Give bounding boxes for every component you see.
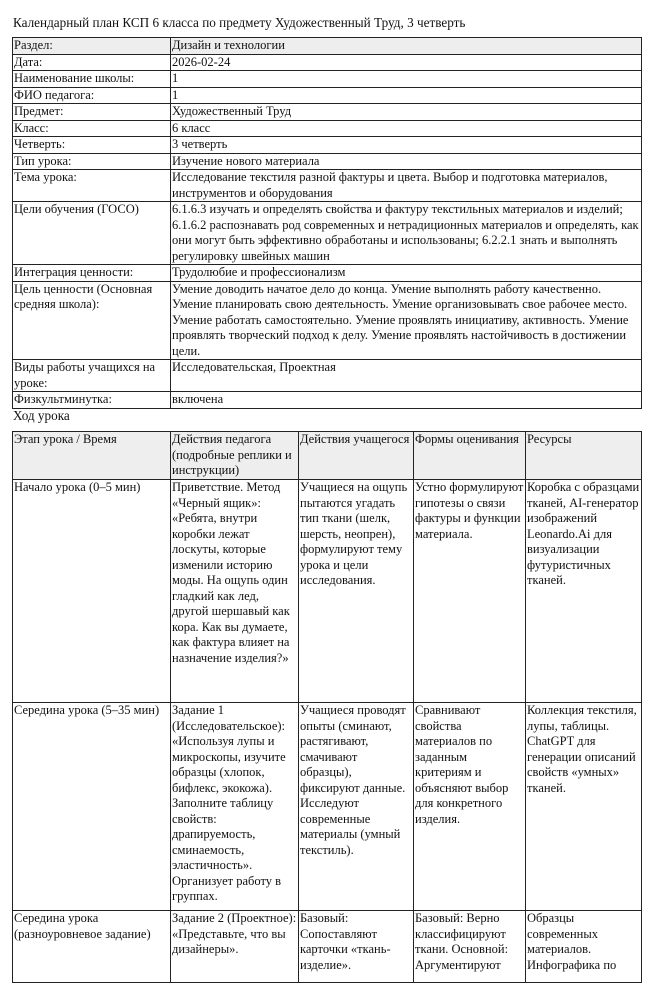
info-value: Трудолюбие и профессионализм xyxy=(171,265,642,282)
lesson-plan-table xyxy=(12,431,642,983)
info-row xyxy=(13,360,642,392)
plan-cell: Образцы современных материалов. Инфографика по xyxy=(526,911,642,983)
info-label: Четверть: xyxy=(13,137,171,154)
plan-cell: Начало урока (0–5 мин) xyxy=(13,480,171,703)
plan-cell: Коллекция текстиля, лупы, таблицы. ChatGPT для генерации описаний свойств «умных» тканей. xyxy=(526,703,642,911)
info-value: Исследовательская, Проектная xyxy=(171,360,642,392)
info-row xyxy=(13,87,642,104)
plan-cell: Задание 2 (Проектное): «Представьте, что вы дизайнеры». xyxy=(171,911,299,983)
info-value: включена xyxy=(171,392,642,409)
plan-cell: Сравнивают свойства материалов по заданным критериям и объясняют выбор для конкретного изделия. xyxy=(414,703,526,911)
plan-header-row xyxy=(13,432,642,480)
info-label: Предмет: xyxy=(13,104,171,121)
info-label: Класс: xyxy=(13,120,171,137)
lesson-plan-body xyxy=(13,432,642,983)
plan-header-cell: Формы оценивания xyxy=(414,432,526,480)
info-row xyxy=(13,104,642,121)
plan-cell: Приветствие. Метод «Черный ящик»: «Ребята, внутри коробки лежат лоскуты, которые изменили историю моды. На ощупь один гладкий как лед, другой шершавый как кора. Как вы думаете, как фактура влияет на назначение изделия?» xyxy=(171,480,299,703)
info-row xyxy=(13,54,642,71)
info-label: Тема урока: xyxy=(13,170,171,202)
info-label: Виды работы учащихся на уроке: xyxy=(13,360,171,392)
info-value: 3 четверть xyxy=(171,137,642,154)
plan-header-cell: Действия педагога (подробные реплики и инструкции) xyxy=(171,432,299,480)
plan-row xyxy=(13,703,642,911)
plan-cell: Учащиеся на ощупь пытаются угадать тип ткани (шелк, шерсть, неопрен), формулируют тему урока и цели исследования. xyxy=(299,480,414,703)
info-row xyxy=(13,71,642,88)
info-row xyxy=(13,153,642,170)
plan-row xyxy=(13,911,642,983)
info-value: 6.1.6.3 изучать и определять свойства и фактуру текстильных материалов и изделий; 6.1.6.2 распознавать род современных и нетрадиционных материалов и определять, как они могут быть эффективно обработаны и использованы; 6.2.2.1 знать и выполнять регулировку швейных машин xyxy=(171,202,642,265)
plan-header-cell: Действия учащегося xyxy=(299,432,414,480)
plan-cell: Базовый: Сопоставляют карточки «ткань-изделие». xyxy=(299,911,414,983)
plan-header-cell: Ресурсы xyxy=(526,432,642,480)
info-row xyxy=(13,202,642,265)
info-row xyxy=(13,38,642,55)
info-label: Интеграция ценности: xyxy=(13,265,171,282)
plan-header-cell: Этап урока / Время xyxy=(13,432,171,480)
info-label: Физкультминутка: xyxy=(13,392,171,409)
lesson-info-table xyxy=(12,37,642,409)
info-label: Дата: xyxy=(13,54,171,71)
info-row xyxy=(13,265,642,282)
info-row xyxy=(13,120,642,137)
info-label: Раздел: xyxy=(13,38,171,55)
info-label: Наименование школы: xyxy=(13,71,171,88)
info-value: Художественный Труд xyxy=(171,104,642,121)
info-row xyxy=(13,392,642,409)
plan-cell: Середина урока (5–35 мин) xyxy=(13,703,171,911)
document-title: Календарный план КСП 6 класса по предмету Художественный Труд, 3 четверть xyxy=(13,15,466,30)
plan-cell: Середина урока (разноуровневое задание) xyxy=(13,911,171,983)
info-label: Тип урока: xyxy=(13,153,171,170)
info-label: ФИО педагога: xyxy=(13,87,171,104)
info-value: Умение доводить начатое дело до конца. Умение выполнять работу качественно. Умение планировать свою деятельность. Умение организовывать свое рабочее место. Умение работать самостоятельно. Умение проявлять инициативу, активность. Умение проявлять творческий подход к делу. Умение проявлять настойчивость в достижении цели. xyxy=(171,281,642,360)
info-value: 6 класс xyxy=(171,120,642,137)
info-value: 1 xyxy=(171,71,642,88)
plan-cell: Задание 1 (Исследовательское): «Используя лупы и микроскопы, изучите образцы (хлопок, бифлекс, экокожа). Заполните таблицу свойств: драпируемость, сминаемость, эластичность». Организует работу в группах. xyxy=(171,703,299,911)
section-title: Ход урока xyxy=(13,408,70,423)
info-value: 1 xyxy=(171,87,642,104)
info-row xyxy=(13,170,642,202)
lesson-info-body xyxy=(13,38,642,409)
info-row xyxy=(13,137,642,154)
info-value: Исследование текстиля разной фактуры и цвета. Выбор и подготовка материалов, инструментов и оборудования xyxy=(171,170,642,202)
plan-cell: Учащиеся проводят опыты (сминают, растягивают, смачивают образцы), фиксируют данные. Исследуют современные материалы (умный текстиль). xyxy=(299,703,414,911)
plan-cell: Коробка с образцами тканей, AI-генератор изображений Leonardo.Ai для визуализации футуристичных тканей. xyxy=(526,480,642,703)
plan-cell: Устно формулируют гипотезы о связи фактуры и функции материала. xyxy=(414,480,526,703)
info-value: Изучение нового материала xyxy=(171,153,642,170)
plan-cell: Базовый: Верно классифицируют ткани. Основной: Аргументируют xyxy=(414,911,526,983)
info-value: 2026-02-24 xyxy=(171,54,642,71)
info-row xyxy=(13,281,642,360)
plan-row xyxy=(13,480,642,703)
info-label: Цели обучения (ГОСО) xyxy=(13,202,171,265)
info-value: Дизайн и технологии xyxy=(171,38,642,55)
info-label: Цель ценности (Основная средняя школа): xyxy=(13,281,171,360)
